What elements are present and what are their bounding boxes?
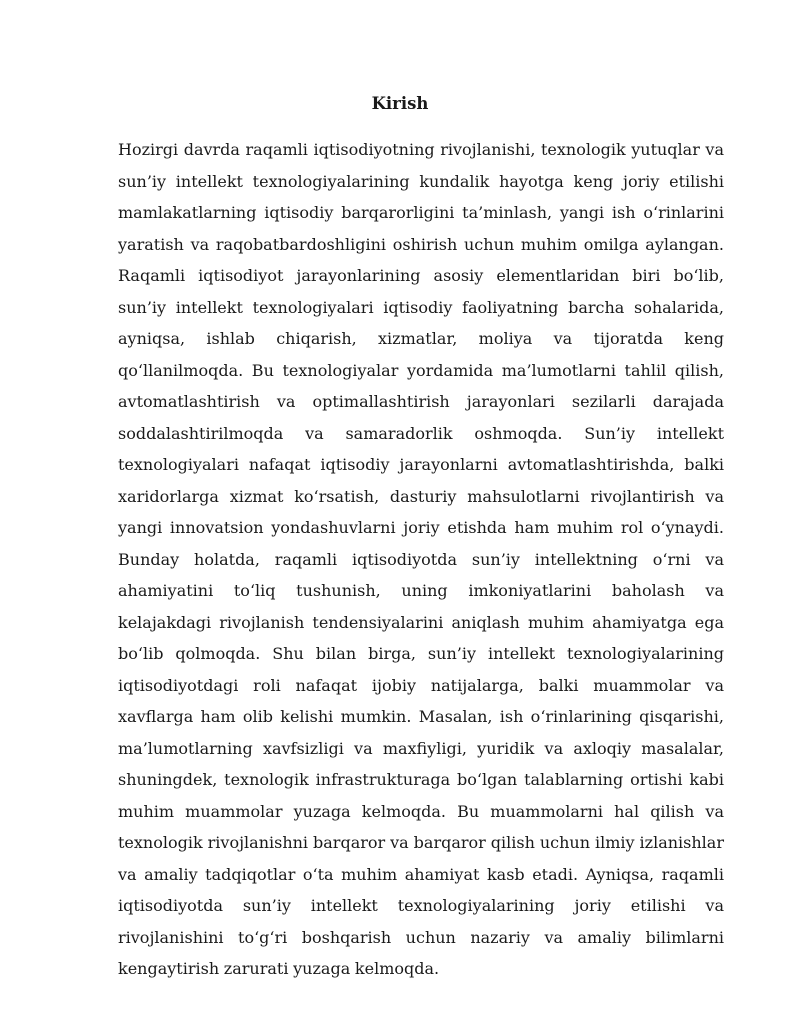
body-paragraph: Hozirgi davrda raqamli iqtisodiyotning rivojlanishi, texnologik yutuqlar va sun’iy intellekt texnologiyalarining kundalik hayotga keng joriy etilishi mamlakatlarning iqtisodiy barqarorligini ta’minlash, yangi ish o‘rinlarini yaratish va raqobatbardoshligini oshirish uchun muhim omilga aylangan. Raqamli iqtisodiyot jarayonlarining asosiy elementlaridan biri bo‘lib, sun’iy intellekt texnologiyalari iqtisodiy faoliyatning barcha sohalarida, ayniqsa, ishlab chiqarish, xizmatlar, moliya va tijoratda keng qo‘llanilmoqda. Bu texnologiyalar yordamida ma’lumotlarni tahlil qilish, avtomatlashtirish va optimallashtirish jarayonlari sezilarli darajada soddalashtirilmoqda va samaradorlik oshmoqda. Sun’iy intellekt texnologiyalari nafaqat iqtisodiy jarayonlarni avtomatlashtirishda, balki xaridorlarga xizmat ko‘rsatish, dasturiy mahsulotlarni rivojlantirish va yangi innovatsion yondashuvlarni joriy etishda ham muhim rol o‘ynaydi. Bunday holatda, raqamli iqtisodiyotda sun’iy intellektning o‘rni va ahamiyatini to‘liq tushunish, uning imkoniyatlarini baholash va kelajakdagi rivojlanish tendensiyalarini aniqlash muhim ahamiyatga ega bo‘lib qolmoqda. Shu bilan birga, sun’iy intellekt texnologiyalarining iqtisodiyotdagi roli nafaqat ijobiy natijalarga, balki muammolar va xavflarga ham olib kelishi mumkin. Masalan, ish o‘rinlarining qisqarishi, ma’lumotlarning xavfsizligi va maxfiyligi, yuridik va axloqiy masalalar, shuningdek, texnologik infrastrukturaga bo‘lgan talablarning ortishi kabi muhim muammolar yuzaga kelmoqda. Bu muammolarni hal qilish va texnologik rivojlanishni barqaror va barqaror qilish uchun ilmiy izlanishlar va amaliy tadqiqotlar o‘ta muhim ahamiyat kasb etadi. Ayniqsa, raqamli iqtisodiyotda sun’iy intellekt texnologiyalarining joriy etilishi va rivojlanishini to‘g‘ri boshqarish uchun nazariy va amaliy bilimlarni kengaytirish zarurati yuzaga kelmoqda. [118, 140, 724, 978]
section-title: Kirish [371, 94, 429, 113]
